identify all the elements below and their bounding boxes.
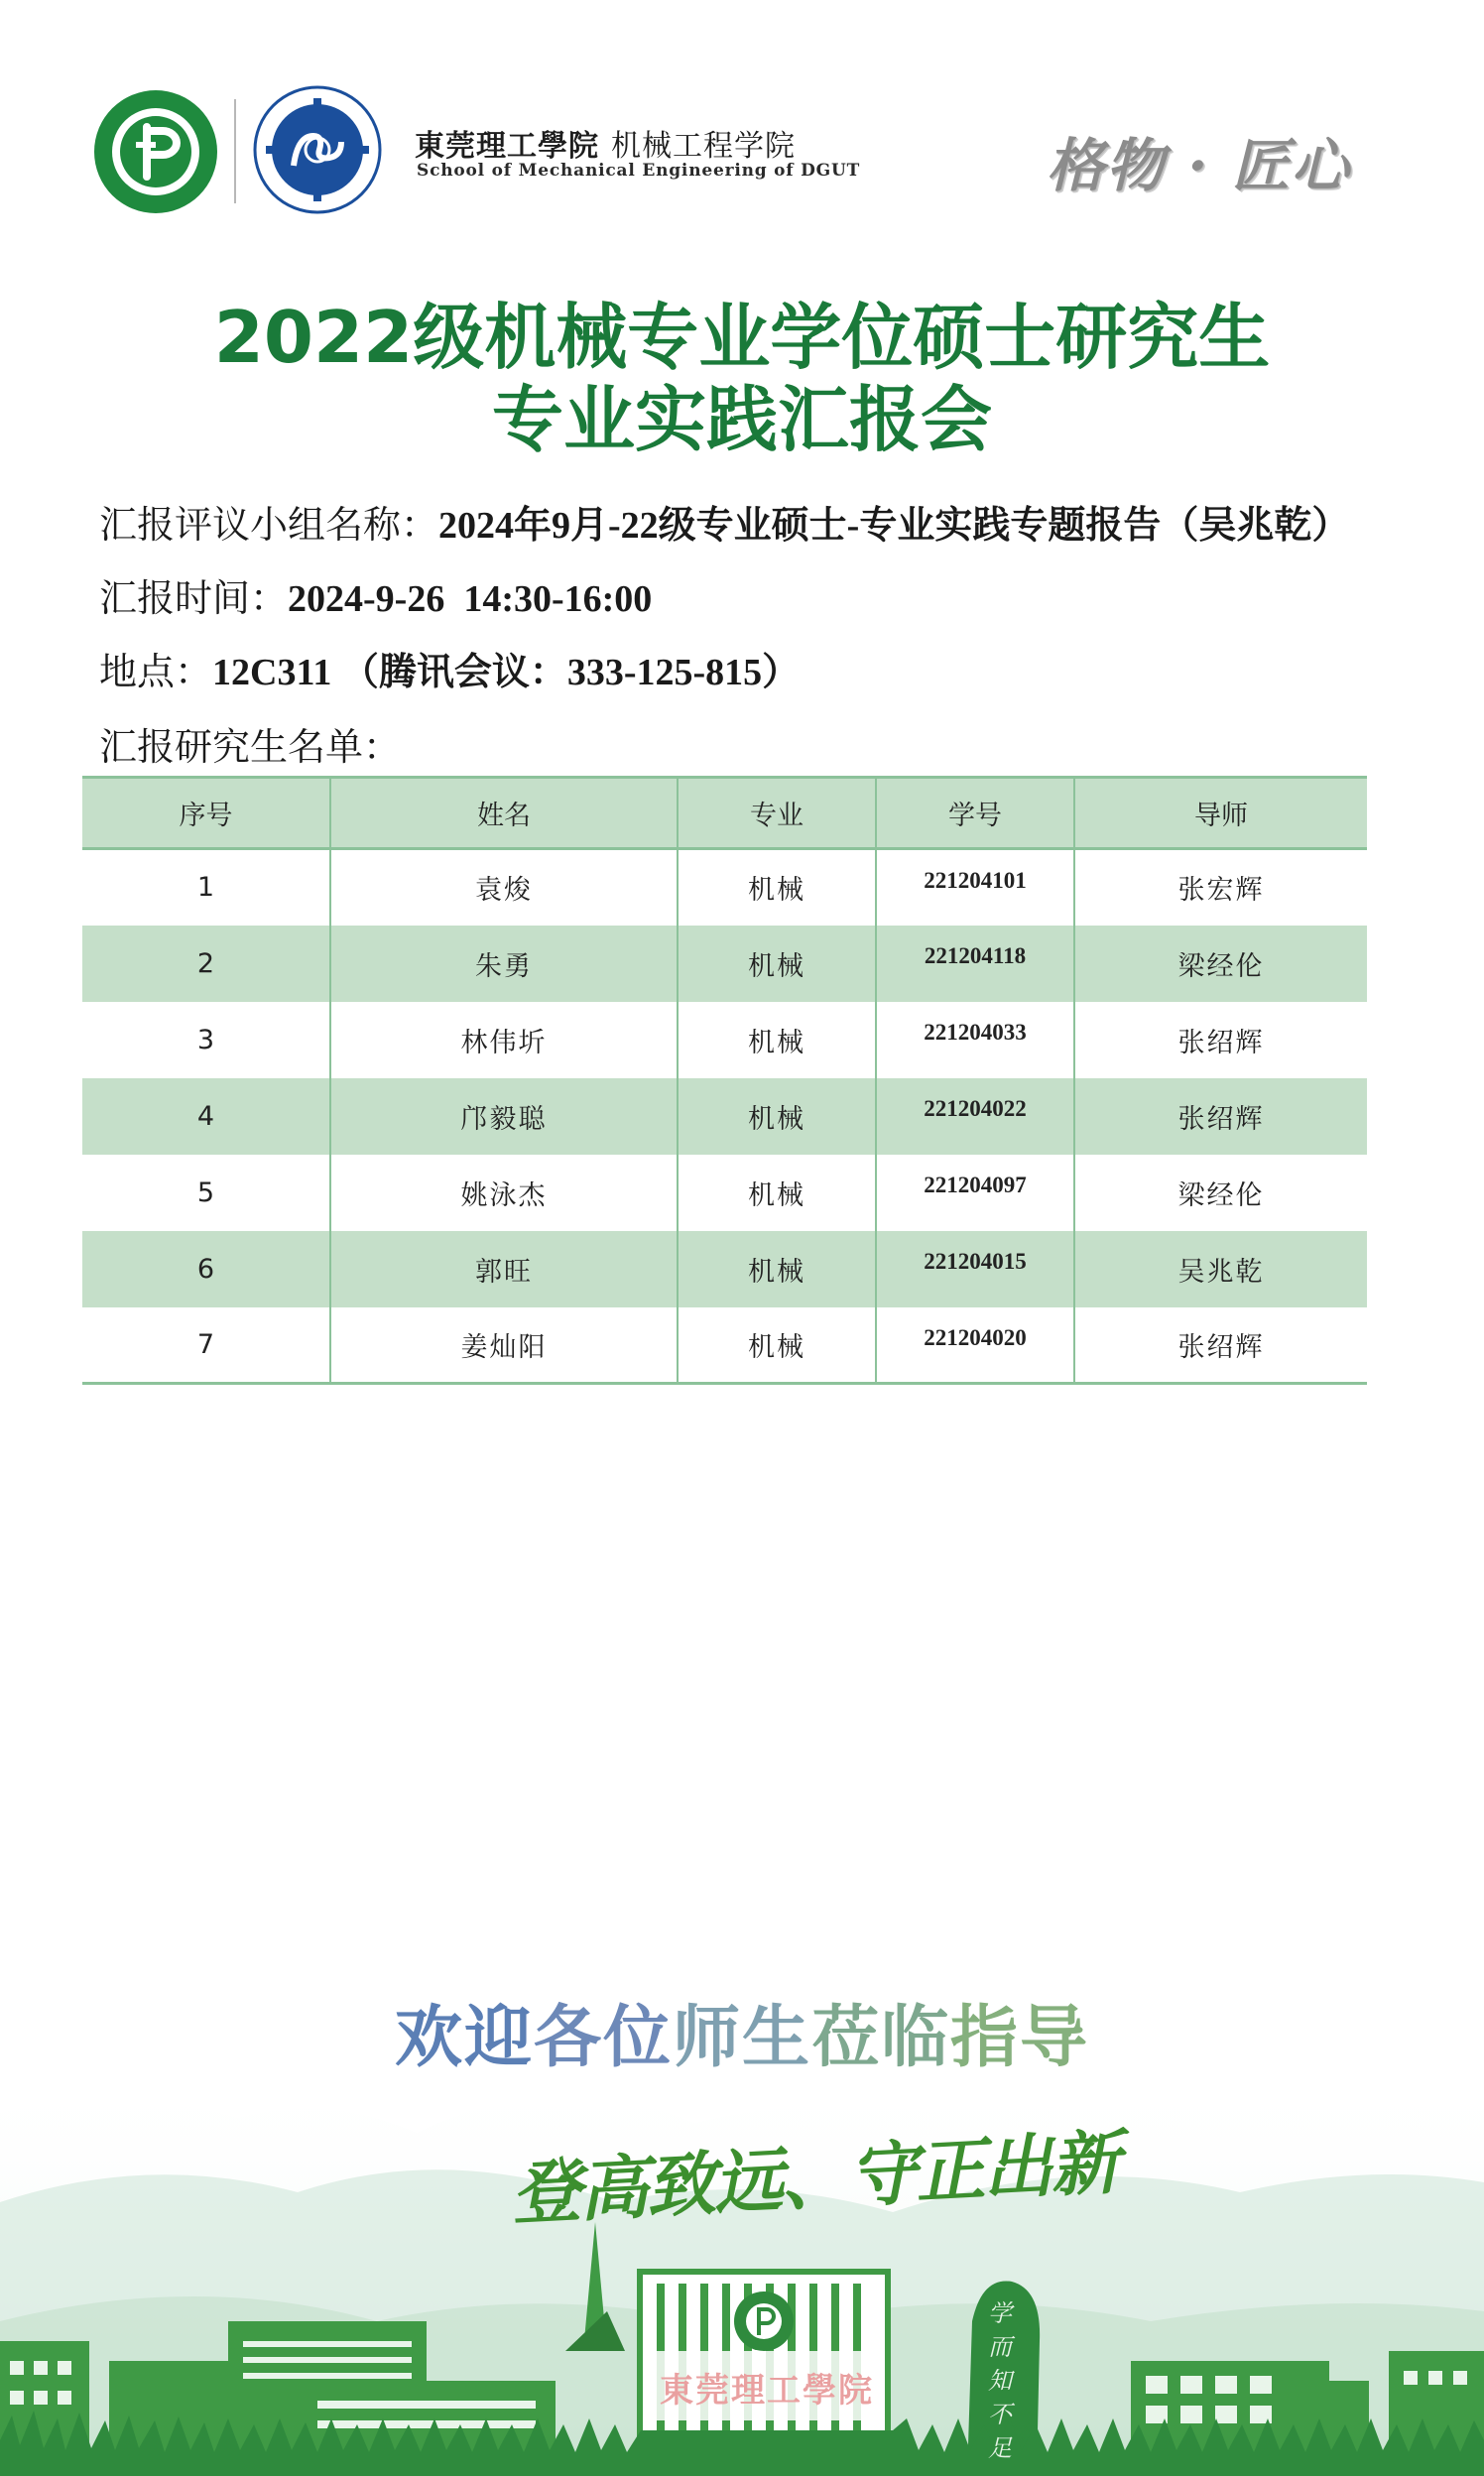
cell-major: 机械 — [678, 1231, 876, 1307]
time-value: 2024-9-26 14:30-16:00 — [288, 578, 653, 620]
cell-name: 邝毅聪 — [330, 1078, 678, 1155]
info-group-name — [99, 494, 1349, 549]
cell-major: 机械 — [678, 1002, 876, 1078]
cell-student-id: 221204118 — [876, 926, 1074, 1002]
table-row — [82, 1307, 1367, 1384]
cell-advisor: 张绍辉 — [1177, 1103, 1265, 1135]
time-label: 汇报时间： — [99, 576, 289, 620]
cell-name: 袁焌 — [330, 849, 678, 926]
group-value: 2024年9月-22级专业硕士-专业实践专题报告（吴兆乾） — [438, 505, 1350, 547]
cell-student-id: 221204015 — [876, 1231, 1074, 1307]
cell-no: 3 — [82, 1002, 330, 1078]
table-row — [82, 849, 1367, 926]
slogan-calligraphy: 登高致远、守正出新 — [509, 2121, 1121, 2235]
group-label: 汇报评议小组名称： — [99, 503, 439, 547]
welcome-part: 师生 — [672, 1999, 811, 2077]
header-student-id: 学号 — [876, 778, 1074, 849]
cell-major: 机械 — [678, 1078, 876, 1155]
cell-advisor: 吴兆乾 — [1177, 1256, 1265, 1288]
cell-no: 5 — [82, 1155, 330, 1231]
cell-advisor: 张绍辉 — [1177, 1027, 1265, 1058]
cell-student-id: 221204097 — [876, 1155, 1074, 1231]
cell-name: 朱勇 — [330, 926, 678, 1002]
list-label: 汇报研究生名单： — [99, 725, 402, 769]
cell-major: 机械 — [678, 1155, 876, 1231]
dgut-logo — [91, 87, 220, 216]
cell-name: 姜灿阳 — [330, 1307, 678, 1384]
cell-name: 郭旺 — [330, 1231, 678, 1307]
cell-advisor: 张宏辉 — [1177, 875, 1265, 907]
welcome-part: 指导 — [950, 1999, 1090, 2077]
cell-no: 2 — [82, 926, 330, 1002]
mechanical-school-logo — [252, 84, 383, 215]
stone-inscription: 学而知不足 — [988, 2299, 1012, 2462]
table-header-row — [82, 778, 1367, 849]
school-name-cn: 東莞理工學院 — [415, 129, 599, 164]
page-subtitle: 专业实践汇报会 — [491, 378, 992, 461]
cell-no: 1 — [82, 849, 330, 926]
cell-major: 机械 — [678, 849, 876, 926]
welcome-part: 莅临 — [811, 1999, 951, 2077]
gate-inscription: 東莞理工學院 — [660, 2371, 874, 2411]
place-label: 地点： — [99, 650, 213, 693]
student-roster-table — [82, 776, 1367, 1385]
roster-caption — [99, 716, 401, 771]
department-name: 机械工程学院 — [611, 129, 796, 164]
cell-name: 林伟圻 — [330, 1002, 678, 1078]
cell-student-id: 221204033 — [876, 1002, 1074, 1078]
header-name: 姓名 — [330, 778, 678, 849]
cell-student-id: 221204022 — [876, 1078, 1074, 1155]
school-name-en: School of Mechanical Engineering of DGUT — [417, 161, 861, 181]
table-row — [82, 1231, 1367, 1307]
table-row — [82, 1155, 1367, 1231]
info-time — [99, 567, 652, 622]
cell-major: 机械 — [678, 926, 876, 1002]
school-name — [415, 121, 796, 165]
header-major: 专业 — [678, 778, 876, 849]
motto: 格物 · 匠心 — [1047, 132, 1351, 199]
table-row — [82, 1078, 1367, 1155]
cell-advisor: 梁经伦 — [1177, 950, 1265, 982]
cell-student-id: 221204020 — [876, 1307, 1074, 1384]
cell-advisor: 梁经伦 — [1177, 1179, 1265, 1211]
header-advisor: 导师 — [1074, 778, 1367, 849]
welcome-part: 欢迎 — [394, 1999, 534, 2077]
place-value: 12C311 （腾讯会议：333-125-815） — [212, 652, 801, 693]
page-title: 2022级机械专业学位硕士研究生 — [213, 296, 1271, 379]
cell-no: 7 — [82, 1307, 330, 1384]
cell-no: 4 — [82, 1078, 330, 1155]
cell-student-id: 221204101 — [876, 849, 1074, 926]
welcome-part: 各位 — [533, 1999, 673, 2077]
header-no: 序号 — [82, 778, 330, 849]
welcome-banner — [0, 1984, 1484, 2080]
table-row — [82, 926, 1367, 1002]
cell-advisor: 张绍辉 — [1177, 1331, 1265, 1363]
cell-no: 6 — [82, 1231, 330, 1307]
cell-major: 机械 — [678, 1307, 876, 1384]
logo-divider — [234, 99, 236, 203]
cell-name: 姚泳杰 — [330, 1155, 678, 1231]
table-row — [82, 1002, 1367, 1078]
info-place — [99, 641, 800, 695]
